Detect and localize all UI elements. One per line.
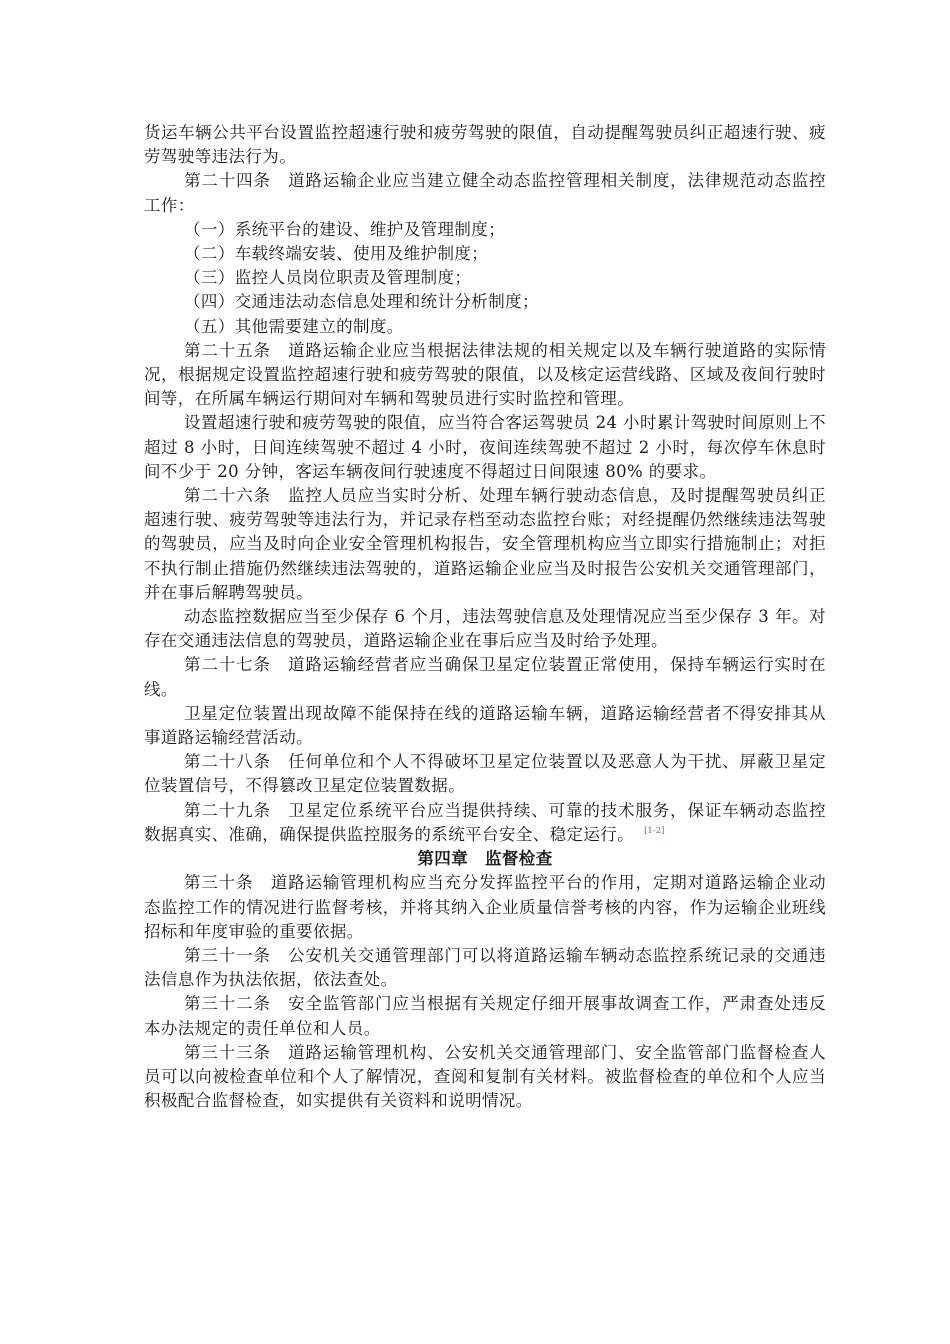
- article-31: 第三十一条 公安机关交通管理部门可以将道路运输车辆动态监控系统记录的交通违法信息作为执法依据，依法查处。: [144, 945, 826, 990]
- list-item-4: （四）交通违法动态信息处理和统计分析制度；: [184, 292, 539, 312]
- paragraph-continuation: 货运车辆公共平台设置监控超速行驶和疲劳驾驶的限值，自动提醒驾驶员纠正超速行驶、疲劳驾驶等违法行为。: [144, 123, 826, 167]
- article-24: 第二十四条 道路运输企业应当建立健全动态监控管理相关制度，法律规范动态监控工作：: [144, 171, 826, 215]
- article-33: 第三十三条 道路运输管理机构、公安机关交通管理部门、安全监管部门监督检查人员可以向被检查单位和个人了解情况，查阅和复制有关材料。被监督检查的单位和个人应当积极配合监督检查，如实提供有关资料和说明情况。: [144, 1042, 826, 1111]
- list-item-2: （二）车载终端安装、使用及维护制度；: [184, 244, 489, 264]
- article-26-retention: 动态监控数据应当至少保存 6 个月，违法驾驶信息及处理情况应当至少保存 3 年。对存在交通违法信息的驾驶员，道路运输企业在事后应当及时给予处理。: [144, 607, 826, 651]
- document-page: [144, 121, 826, 1113]
- list-item-5: （五）其他需要建立的制度。: [184, 316, 404, 336]
- article-27: 第二十七条 道路运输经营者应当确保卫星定位装置正常使用，保持车辆运行实时在线。: [144, 655, 826, 699]
- reference-link[interactable]: [1-2]: [644, 826, 665, 837]
- article-26: 第二十六条 监控人员应当实时分析、处理车辆行驶动态信息，及时提醒驾驶员纠正超速行驶、疲劳驾驶等违法行为，并记录存档至动态监控台账；对经提醒仍然继续违法驾驶的驾驶员，应当及时向企业安全管理机构报告，安全管理机构应当立即实行措施制止；对拒不执行制止措施仍然继续违法驾驶的，道路运输企业应当及时报告公安机关交通管理部门，并在事后解聘驾驶员。: [144, 486, 826, 602]
- article-32: 第三十二条 安全监管部门应当根据有关规定仔细开展事故调查工作，严肃查处违反本办法规定的责任单位和人员。: [144, 994, 826, 1038]
- article-27-fault: 卫星定位装置出现故障不能保持在线的道路运输车辆，道路运输经营者不得安排其从事道路运输经营活动。: [144, 703, 826, 748]
- article-25-limits: 设置超速行驶和疲劳驾驶的限值，应当符合客运驾驶员 24 小时累计驾驶时间原则上不超过 8 小时，日间连续驾驶不超过 4 小时，夜间连续驾驶不超过 2 小时，每次停车休息时间不少于 20 分钟，客运车辆夜间行驶速度不得超过日间限速 80% 的要求。: [144, 413, 826, 481]
- article-29: [144, 799, 826, 847]
- article-30: 第三十条 道路运输管理机构应当充分发挥监控平台的作用，定期对道路运输企业动态监控工作的情况进行监督考核，并将其纳入企业质量信誉考核的内容，作为运输企业班线招标和年度审验的重要依据。: [144, 873, 826, 941]
- article-29-text: 第二十九条 卫星定位系统平台应当提供持续、可靠的技术服务，保证车辆动态监控数据真实、准确，确保提供监控服务的系统平台安全、稳定运行。: [144, 800, 826, 844]
- list-item-3: （三）监控人员岗位职责及管理制度；: [184, 268, 472, 288]
- chapter-heading: 第四章 监督检查: [417, 849, 553, 869]
- list-item-1: （一）系统平台的建设、维护及管理制度；: [184, 219, 506, 239]
- article-28: 第二十八条 任何单位和个人不得破坏卫星定位装置以及恶意人为干扰、屏蔽卫星定位装置信号，不得篡改卫星定位装置数据。: [144, 752, 826, 796]
- article-25: 第二十五条 道路运输企业应当根据法律法规的相关规定以及车辆行驶道路的实际情况，根据规定设置监控超速行驶和疲劳驾驶的限值，以及核定运营线路、区域及夜间行驶时间等，在所属车辆运行期间对车辆和驾驶员进行实时监控和管理。: [144, 340, 826, 409]
